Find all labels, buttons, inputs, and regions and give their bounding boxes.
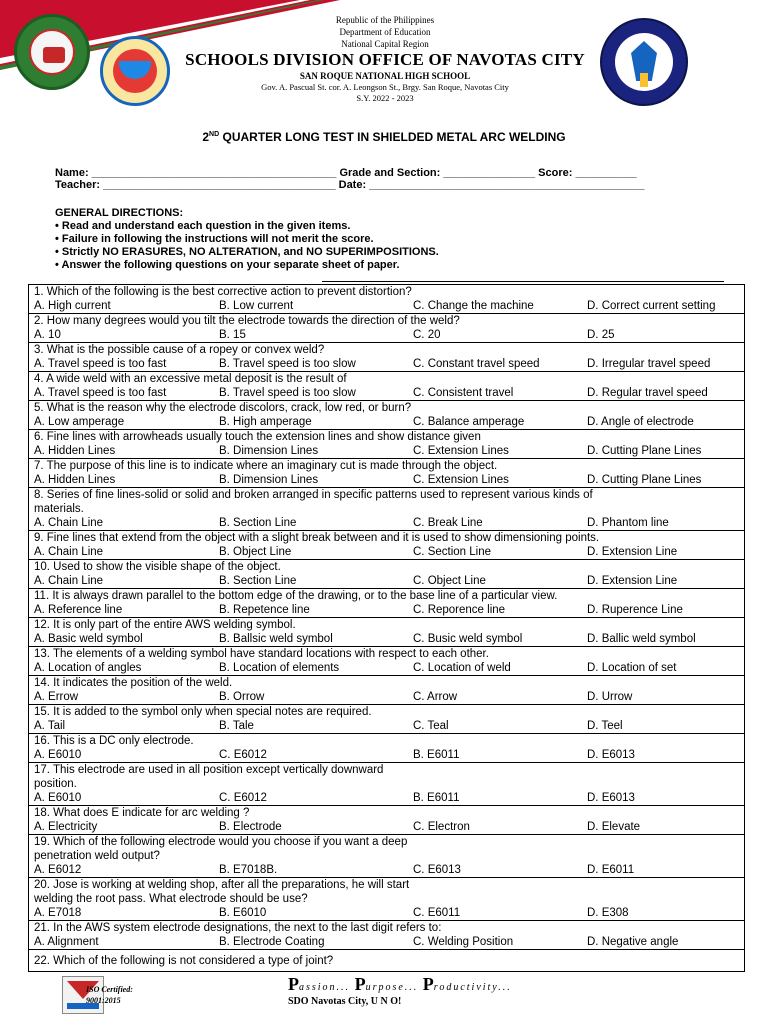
option-b: B. E6010 <box>219 907 267 919</box>
question-row <box>29 285 744 314</box>
question-text: 11. It is always drawn parallel to the bottom edge of the drawing, or to the base line of a particular view. <box>34 590 558 602</box>
question-text: position. <box>34 778 77 790</box>
option-b: B. Ballsic weld symbol <box>219 633 333 645</box>
iso-certification <box>86 984 133 1006</box>
question-row <box>29 459 744 488</box>
question-text: 6. Fine lines with arrowheads usually touch the extension lines and show distance given <box>34 431 481 443</box>
option-a: A. E6010 <box>34 792 82 804</box>
question-row <box>29 314 744 343</box>
question-row <box>29 372 744 401</box>
option-a: A. Electricity <box>34 821 98 833</box>
iso-line-1: ISO Certified: <box>86 985 133 994</box>
option-a: A. Low amperage <box>34 416 125 428</box>
option-b: B. High amperage <box>219 416 312 428</box>
answer-options <box>29 748 744 762</box>
option-a: A. 10 <box>34 329 61 341</box>
question-row <box>29 647 744 676</box>
option-b: B. Location of elements <box>219 662 340 674</box>
answer-options <box>29 415 744 429</box>
option-c: C. Change the machine <box>413 300 534 312</box>
question-text: 15. It is added to the symbol only when special notes are required. <box>34 706 372 718</box>
question-row <box>29 531 744 560</box>
teacher-info-line: Teacher: ______________________________________ Date: _____________________________________________ <box>55 179 645 191</box>
question-row <box>29 430 744 459</box>
question-row <box>29 806 744 835</box>
sdo-title: SCHOOLS DIVISION OFFICE OF NAVOTAS CITY <box>185 50 585 69</box>
option-c: C. Busic weld symbol <box>413 633 523 645</box>
question-text: 3. What is the possible cause of a ropey or convex weld? <box>34 344 325 356</box>
question-row <box>29 401 744 430</box>
answer-options <box>29 603 744 617</box>
option-d: D. Teel <box>587 720 623 732</box>
option-a: A. Hidden Lines <box>34 445 116 457</box>
option-a: A. Location of angles <box>34 662 142 674</box>
iso-line-2: 9001:2015 <box>86 996 121 1005</box>
student-info-line: Name: ________________________________________ Grade and Section: _______________ Score: __________ <box>55 167 637 179</box>
question-text: 21. In the AWS system electrode designations, the next to the last digit refers to: <box>34 922 442 934</box>
option-a: A. Travel speed is too fast <box>34 358 167 370</box>
option-c: C. Section Line <box>413 546 491 558</box>
option-b: B. E7018B. <box>219 864 278 876</box>
question-row <box>29 488 744 531</box>
option-d: D. Ruperence Line <box>587 604 683 616</box>
option-b: B. Section Line <box>219 575 297 587</box>
title-superscript: ND <box>209 131 220 138</box>
school-name: SAN ROQUE NATIONAL HIGH SCHOOL <box>299 71 471 81</box>
option-c: C. Extension Lines <box>413 474 509 486</box>
option-c: C. Balance amperage <box>413 416 525 428</box>
question-text: penetration weld output? <box>34 850 160 862</box>
option-d: D. Urrow <box>587 691 633 703</box>
option-b: B. Travel speed is too slow <box>219 387 356 399</box>
republic-label: Republic of the Philippines <box>335 15 435 25</box>
option-d: D. E6013 <box>587 792 635 804</box>
question-text: 12. It is only part of the entire AWS welding symbol. <box>34 619 296 631</box>
answer-options <box>29 935 744 949</box>
school-year: S.Y. 2022 - 2023 <box>356 93 414 103</box>
question-text: 1. Which of the following is the best corrective action to prevent distortion? <box>34 286 412 298</box>
region-label: National Capital Region <box>341 39 429 49</box>
option-b: B. Orrow <box>219 691 265 703</box>
option-a: A. Chain Line <box>34 546 104 558</box>
answer-options <box>29 299 744 313</box>
question-text: 20. Jose is working at welding shop, after all the preparations, he will start <box>34 879 410 891</box>
answer-options <box>29 516 744 530</box>
option-c: C. Welding Position <box>413 936 514 948</box>
answer-options <box>29 719 744 733</box>
option-d: D. Angle of electrode <box>587 416 694 428</box>
option-b: B. Low current <box>219 300 294 312</box>
torch-icon <box>640 73 648 87</box>
option-c: C. E6011 <box>413 907 461 919</box>
option-d: D. E308 <box>587 907 629 919</box>
directions-heading: GENERAL DIRECTIONS: <box>55 207 184 219</box>
question-text: 17. This electrode are used in all position except vertically downward <box>34 764 384 776</box>
question-row <box>29 560 744 589</box>
question-text: 8. Series of fine lines-solid or solid and broken arranged in specific patterns used to represent various kinds of <box>34 489 593 501</box>
option-b: B. Dimension Lines <box>219 445 319 457</box>
option-a: A. Reference line <box>34 604 123 616</box>
option-c: C. Break Line <box>413 517 483 529</box>
answer-options <box>29 386 744 400</box>
question-text: 13. The elements of a welding symbol have standard locations with respect to each other. <box>34 648 489 660</box>
question-row <box>29 878 744 921</box>
question-text: 10. Used to show the visible shape of the object. <box>34 561 281 573</box>
question-text: 2. How many degrees would you tilt the electrode towards the direction of the weld? <box>34 315 460 327</box>
option-a: A. Hidden Lines <box>34 474 116 486</box>
option-c: C. Object Line <box>413 575 486 587</box>
option-d: D. 25 <box>587 329 615 341</box>
option-b: B. 15 <box>219 329 246 341</box>
option-d: D. E6011 <box>587 864 635 876</box>
option-c: C. 20 <box>413 329 441 341</box>
option-d: D. Cutting Plane Lines <box>587 474 702 486</box>
option-c: C. E6013 <box>413 864 461 876</box>
option-a: A. Alignment <box>34 936 99 948</box>
option-d: D. Elevate <box>587 821 641 833</box>
question-row <box>29 763 744 806</box>
option-c: C. Arrow <box>413 691 458 703</box>
seal-inner <box>615 33 673 91</box>
option-b: C. E6012 <box>219 792 267 804</box>
option-d: D. Cutting Plane Lines <box>587 445 702 457</box>
option-a: A. Chain Line <box>34 517 104 529</box>
option-c: C. Reporence line <box>413 604 506 616</box>
option-a: A. E7018 <box>34 907 82 919</box>
questions-table <box>28 284 745 972</box>
sdo-tagline: SDO Navotas City, U N O! <box>288 996 402 1007</box>
option-c: B. E6011 <box>413 792 460 804</box>
option-b: B. Object Line <box>219 546 292 558</box>
question-text: 7. The purpose of this line is to indicate where an imaginary cut is made through the object. <box>34 460 498 472</box>
motto <box>288 974 512 995</box>
answer-options <box>29 328 744 342</box>
motto-word: roductivity... <box>433 982 512 993</box>
question-text: 18. What does E indicate for arc welding ? <box>34 807 250 819</box>
answer-options <box>29 863 744 877</box>
option-d: D. Extension Line <box>587 575 678 587</box>
option-b: B. Tale <box>219 720 254 732</box>
answer-options <box>29 661 744 675</box>
option-a: A. E6012 <box>34 864 82 876</box>
answer-options <box>29 545 744 559</box>
direction-item: • Strictly NO ERASURES, NO ALTERATION, and NO SUPERIMPOSITIONS. <box>55 246 439 258</box>
option-b: B. Section Line <box>219 517 297 529</box>
option-c: C. Constant travel speed <box>413 358 540 370</box>
question-row <box>29 734 744 763</box>
option-b: B. Dimension Lines <box>219 474 319 486</box>
option-b: B. Repetence line <box>219 604 310 616</box>
question-row <box>29 950 744 971</box>
motto-word: urpose... <box>365 982 419 993</box>
question-text: 14. It indicates the position of the weld. <box>34 677 233 689</box>
option-c: C. Extension Lines <box>413 445 509 457</box>
option-c: C. Teal <box>413 720 449 732</box>
option-a: A. Chain Line <box>34 575 104 587</box>
motto-letter: P <box>288 974 299 994</box>
direction-item: • Failure in following the instructions will not merit the score. <box>55 233 374 245</box>
option-c: C. Consistent travel <box>413 387 514 399</box>
seal-emblem <box>43 47 65 63</box>
question-row <box>29 676 744 705</box>
option-a: A. Tail <box>34 720 66 732</box>
option-d: D. Phantom line <box>587 517 669 529</box>
option-d: D. Location of set <box>587 662 677 674</box>
direction-item: • Answer the following questions on your separate sheet of paper. <box>55 259 400 271</box>
option-c: C. Location of weld <box>413 662 511 674</box>
option-d: D. Negative angle <box>587 936 679 948</box>
question-row <box>29 835 744 878</box>
option-a: A. Travel speed is too fast <box>34 387 167 399</box>
sdo-navotas-seal <box>14 14 90 90</box>
question-row <box>29 589 744 618</box>
question-text: welding the root pass. What electrode should be use? <box>34 893 308 905</box>
answer-options <box>29 574 744 588</box>
option-b: C. E6012 <box>219 749 267 761</box>
answer-options <box>29 906 744 920</box>
question-text: 9. Fine lines that extend from the object with a slight break between and it is used to show dimensioning points. <box>34 532 600 544</box>
question-text: 22. Which of the following is not considered a type of joint? <box>34 955 334 967</box>
school-address: Gov. A. Pascual St. cor. A. Leongson St., Brgy. San Roque, Navotas City <box>261 82 509 92</box>
divider <box>322 281 724 282</box>
question-text: 16. This is a DC only electrode. <box>34 735 194 747</box>
motto-letter: P <box>354 974 366 994</box>
question-text: 19. Which of the following electrode would you choose if you want a deep <box>34 836 408 848</box>
question-text: 4. A wide weld with an excessive metal deposit is the result of <box>34 373 347 385</box>
question-row <box>29 343 744 372</box>
question-row <box>29 618 744 647</box>
answer-options <box>29 444 744 458</box>
page-title <box>0 130 768 144</box>
option-a: A. Basic weld symbol <box>34 633 143 645</box>
motto-word: assion... <box>299 982 351 993</box>
answer-options <box>29 357 744 371</box>
option-d: D. Extension Line <box>587 546 678 558</box>
answer-options <box>29 791 744 805</box>
title-prefix: 2 <box>202 130 210 144</box>
direction-item: • Read and understand each question in the given items. <box>55 220 351 232</box>
option-d: D. Irregular travel speed <box>587 358 711 370</box>
option-a: A. Errow <box>34 691 79 703</box>
deped-label: Department of Education <box>339 27 431 37</box>
answer-options <box>29 820 744 834</box>
option-d: D. Regular travel speed <box>587 387 708 399</box>
option-b: B. Travel speed is too slow <box>219 358 356 370</box>
option-a: A. High current <box>34 300 111 312</box>
option-b: B. Electrode Coating <box>219 936 325 948</box>
motto-letter: P <box>422 974 434 994</box>
option-d: D. Ballic weld symbol <box>587 633 696 645</box>
title-rest: QUARTER LONG TEST IN SHIELDED METAL ARC WELDING <box>219 130 566 144</box>
question-text: 5. What is the reason why the electrode discolors, crack, low red, or burn? <box>34 402 412 414</box>
question-row <box>29 705 744 734</box>
question-row <box>29 921 744 950</box>
option-d: D. E6013 <box>587 749 635 761</box>
option-a: A. E6010 <box>34 749 82 761</box>
option-d: D. Correct current setting <box>587 300 716 312</box>
question-text: materials. <box>34 503 84 515</box>
option-c: C. Electron <box>413 821 470 833</box>
answer-options <box>29 690 744 704</box>
option-b: B. Electrode <box>219 821 282 833</box>
option-c: B. E6011 <box>413 749 460 761</box>
answer-options <box>29 473 744 487</box>
answer-options <box>29 632 744 646</box>
